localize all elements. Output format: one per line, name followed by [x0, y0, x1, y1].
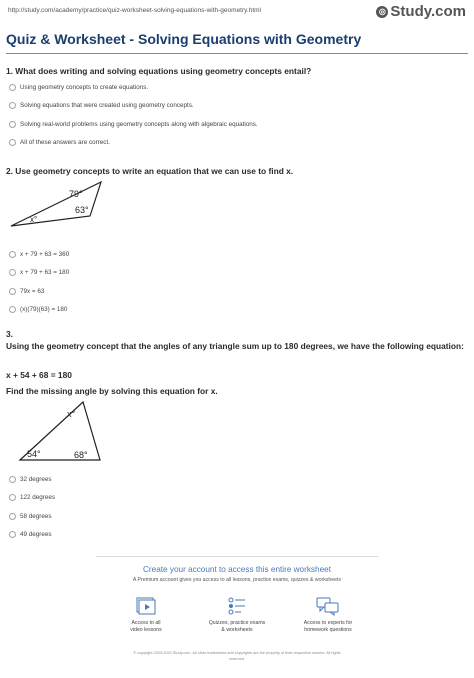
- angle-label: 54°: [27, 449, 41, 459]
- radio-button[interactable]: [9, 494, 16, 501]
- expert-chat-icon: [316, 596, 340, 616]
- radio-button[interactable]: [9, 102, 16, 109]
- feature-label: Quizzes, practice exams: [208, 620, 266, 626]
- top-bar: [8, 4, 466, 20]
- copyright-footer: [80, 651, 394, 662]
- radio-button[interactable]: [9, 269, 16, 276]
- radio-button[interactable]: [9, 84, 16, 91]
- promo-subheading: A Premium account gives you access to all lessons, practice exams, quizzes & worksheets: [132, 577, 342, 583]
- footer-line: reserved.: [229, 656, 245, 661]
- radio-button[interactable]: [9, 513, 16, 520]
- feature-label: Access to experts for: [303, 620, 353, 626]
- angle-label: x°: [30, 215, 38, 224]
- radio-button[interactable]: [9, 121, 16, 128]
- angle-label: x°: [67, 409, 76, 419]
- quiz-icon: [226, 596, 248, 616]
- feature-experts[interactable]: [286, 596, 370, 634]
- radio-button[interactable]: [9, 531, 16, 538]
- angle-label: 68°: [74, 450, 88, 460]
- page-url[interactable]: http://study.com/academy/practice/quiz-worksheet-solving-equations-with-geometry.html: [8, 7, 262, 14]
- footer-line: © copyright 2003-2020 Study.com. All other trademarks and copyrights are the property of their respective owners. All rights: [133, 651, 341, 655]
- feature-video-lessons[interactable]: [104, 596, 188, 634]
- title-divider: [6, 53, 468, 54]
- promo-divider: [96, 556, 378, 557]
- radio-button[interactable]: [9, 139, 16, 146]
- feature-label: homework questions: [304, 627, 352, 633]
- video-icon: [135, 596, 157, 616]
- question-3-prompt: Find the missing angle by solving this equation for x.: [6, 386, 218, 396]
- promo-heading[interactable]: Create your account to access this entire worksheet: [143, 565, 331, 574]
- question-3-intro: Using the geometry concept that the angles of any triangle sum up to 180 degrees, we have the following equation:: [6, 341, 464, 351]
- study-logo-icon: ◎: [376, 6, 388, 18]
- feature-label: & worksheets: [221, 627, 253, 633]
- radio-button[interactable]: [9, 306, 16, 313]
- page-title: Quiz & Worksheet - Solving Equations with Geometry: [6, 31, 362, 47]
- feature-label: video lessons: [130, 627, 162, 633]
- question-3-equation: x + 54 + 68 = 180: [6, 370, 72, 380]
- triangle-shape: [11, 182, 101, 226]
- feature-label: Access to all: [131, 620, 161, 626]
- angle-label: 79°: [69, 189, 83, 199]
- question-1-text: 1. What does writing and solving equations using geometry concepts entail?: [6, 66, 312, 76]
- feature-quizzes[interactable]: [195, 596, 279, 634]
- radio-button[interactable]: [9, 251, 16, 258]
- radio-button[interactable]: [9, 288, 16, 295]
- brand-name: Study.com: [390, 3, 466, 20]
- question-3-number: 3.: [6, 329, 13, 339]
- triangle-diagram-q3: [8, 398, 104, 466]
- angle-label: 63°: [75, 205, 89, 215]
- question-2-text: 2. Use geometry concepts to write an equation that we can use to find x.: [6, 166, 294, 176]
- triangle-diagram-q2: [8, 178, 108, 234]
- radio-button[interactable]: [9, 476, 16, 483]
- study-logo[interactable]: [376, 3, 466, 20]
